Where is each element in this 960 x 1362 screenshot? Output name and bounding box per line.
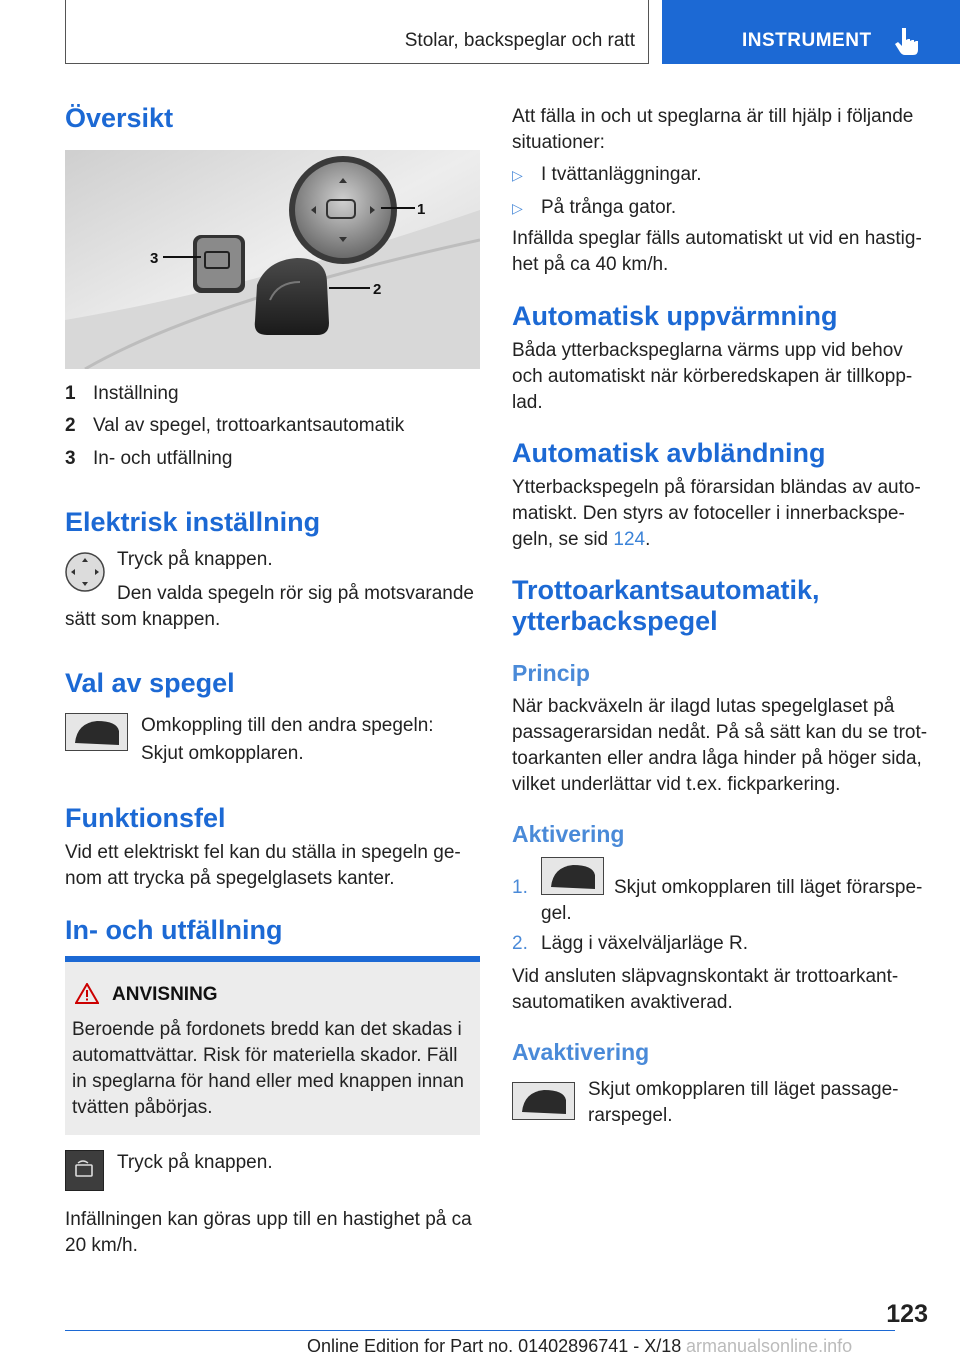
page-link[interactable]: 124 — [613, 529, 646, 550]
bullet-text: I tvättanläggningar. — [541, 164, 702, 185]
avaktivering-title: Avaktivering — [512, 1039, 650, 1065]
bullet-triangle-icon: ▷ — [512, 167, 523, 183]
legend-item — [65, 446, 76, 472]
auto-heat-text: Båda ytterbackspeglarna värms upp vid behov och automatiskt när körberedskapen är tillkopp-lad. — [512, 340, 913, 413]
auto-dim-title: Automatisk avbländning — [512, 438, 826, 468]
bullet-triangle-icon: ▷ — [512, 200, 523, 216]
legend-item — [65, 381, 76, 407]
legend-text: Val av spegel, trottoarkantsautomatik — [93, 415, 405, 436]
aktivering-title: Aktivering — [512, 821, 625, 847]
auto-dim-text-body: Ytterbackspegeln på förarsidan bländas av auto-matiskt. Den styrs av fotoceller i innerbackspe-geln, se sid — [512, 477, 921, 550]
step-number: 2. — [512, 933, 528, 954]
warning-triangle-icon — [75, 983, 99, 1004]
val-line2: Skjut omkopplaren. — [141, 743, 304, 764]
figure-label-2: 2 — [373, 281, 382, 298]
auto-dim-text — [512, 475, 927, 553]
intro-text: Att fälla in och ut speglarna är till hjälp i följande situationer: — [512, 106, 914, 153]
funktion-text: Vid ett elektriskt fel kan du ställa in spegeln ge-nom att trycka på spegelglasets kanter. — [65, 842, 461, 889]
legend-item — [65, 413, 76, 439]
warning-title: ANVISNING — [112, 984, 218, 1005]
mirror-switch-icon — [512, 1082, 575, 1120]
in-line2: Infällningen kan göras upp till en hastighet på ca 20 km/h. — [65, 1209, 472, 1256]
slap-text: Vid ansluten släpvagnskontakt är trottoarkant-sautomatiken avaktiverad. — [512, 966, 899, 1013]
trotto-title-line1: Trottoarkantsautomatik, — [512, 575, 820, 605]
elektrisk-line2: Den valda spegeln rör sig på motsvarande sätt som knappen. — [65, 583, 474, 630]
pointing-hand-icon — [893, 26, 921, 56]
bullet-text: På trånga gator. — [541, 197, 677, 218]
header-section-title: Stolar, backspeglar och ratt — [404, 30, 635, 51]
page-number: 123 — [886, 1300, 928, 1328]
mirror-controls-figure — [65, 150, 480, 369]
step-text: Lägg i växelväljarläge R. — [541, 933, 749, 954]
mirror-switch-icon — [65, 713, 128, 751]
figure-label-1: 1 — [417, 201, 426, 218]
auto-heat-title: Automatisk uppvärmning — [512, 301, 838, 331]
avaktivering-text: Skjut omkopplaren till läget passage-rarspegel. — [588, 1079, 899, 1126]
in-line1: Tryck på knappen. — [117, 1152, 273, 1173]
legend-text: In- och utfällning — [93, 448, 233, 469]
footer-rule — [65, 1330, 895, 1331]
legend-number: 1 — [65, 383, 76, 404]
val-title: Val av spegel — [65, 668, 235, 698]
princip-title: Princip — [512, 660, 590, 686]
princip-text: När backväxeln är ilagd lutas spegelglaset på passagerarsidan nedåt. På så sätt kan du se trot-toarkanten eller andra låga hinder på höger sida, vilket underlättar vid t.ex. fickparkering. — [512, 696, 928, 795]
header-tab-label: INSTRUMENT — [742, 30, 872, 51]
funktion-title: Funktionsfel — [65, 803, 226, 833]
fold-mirror-button-icon — [65, 1150, 104, 1191]
figure-label-3: 3 — [150, 250, 159, 267]
bullet-item — [512, 195, 523, 221]
infallda-text: Infällda speglar fälls automatiskt ut vid en hastig-het på ca 40 km/h. — [512, 228, 922, 275]
footer-edition: Online Edition for Part no. 01402896741 - X/18 — [307, 1336, 682, 1356]
step-text: Skjut omkopplaren till läget förarspe-gel. — [541, 877, 923, 924]
elektrisk-line1: Tryck på knappen. — [117, 549, 273, 570]
auto-dim-text-end: . — [645, 529, 651, 550]
overview-title: Översikt — [65, 103, 174, 133]
legend-text: Inställning — [93, 383, 179, 404]
footer-watermark: armanualsonline.info — [686, 1336, 853, 1356]
step-number: 1. — [512, 877, 528, 898]
legend-number: 3 — [65, 448, 76, 469]
val-line1: Omkoppling till den andra spegeln: — [141, 715, 434, 736]
trotto-title-line2: ytterbackspegel — [512, 606, 718, 636]
elektrisk-title: Elektrisk inställning — [65, 507, 321, 537]
in-title: In- och utfällning — [65, 915, 283, 945]
legend-number: 2 — [65, 415, 76, 436]
warning-text: Beroende på fordonets bredd kan det skadas i automattvättar. Risk för materiella skador. Fäll in speglarna för hand eller med knappen innan tvätten påbörjas. — [72, 1019, 464, 1118]
bullet-item — [512, 162, 523, 188]
